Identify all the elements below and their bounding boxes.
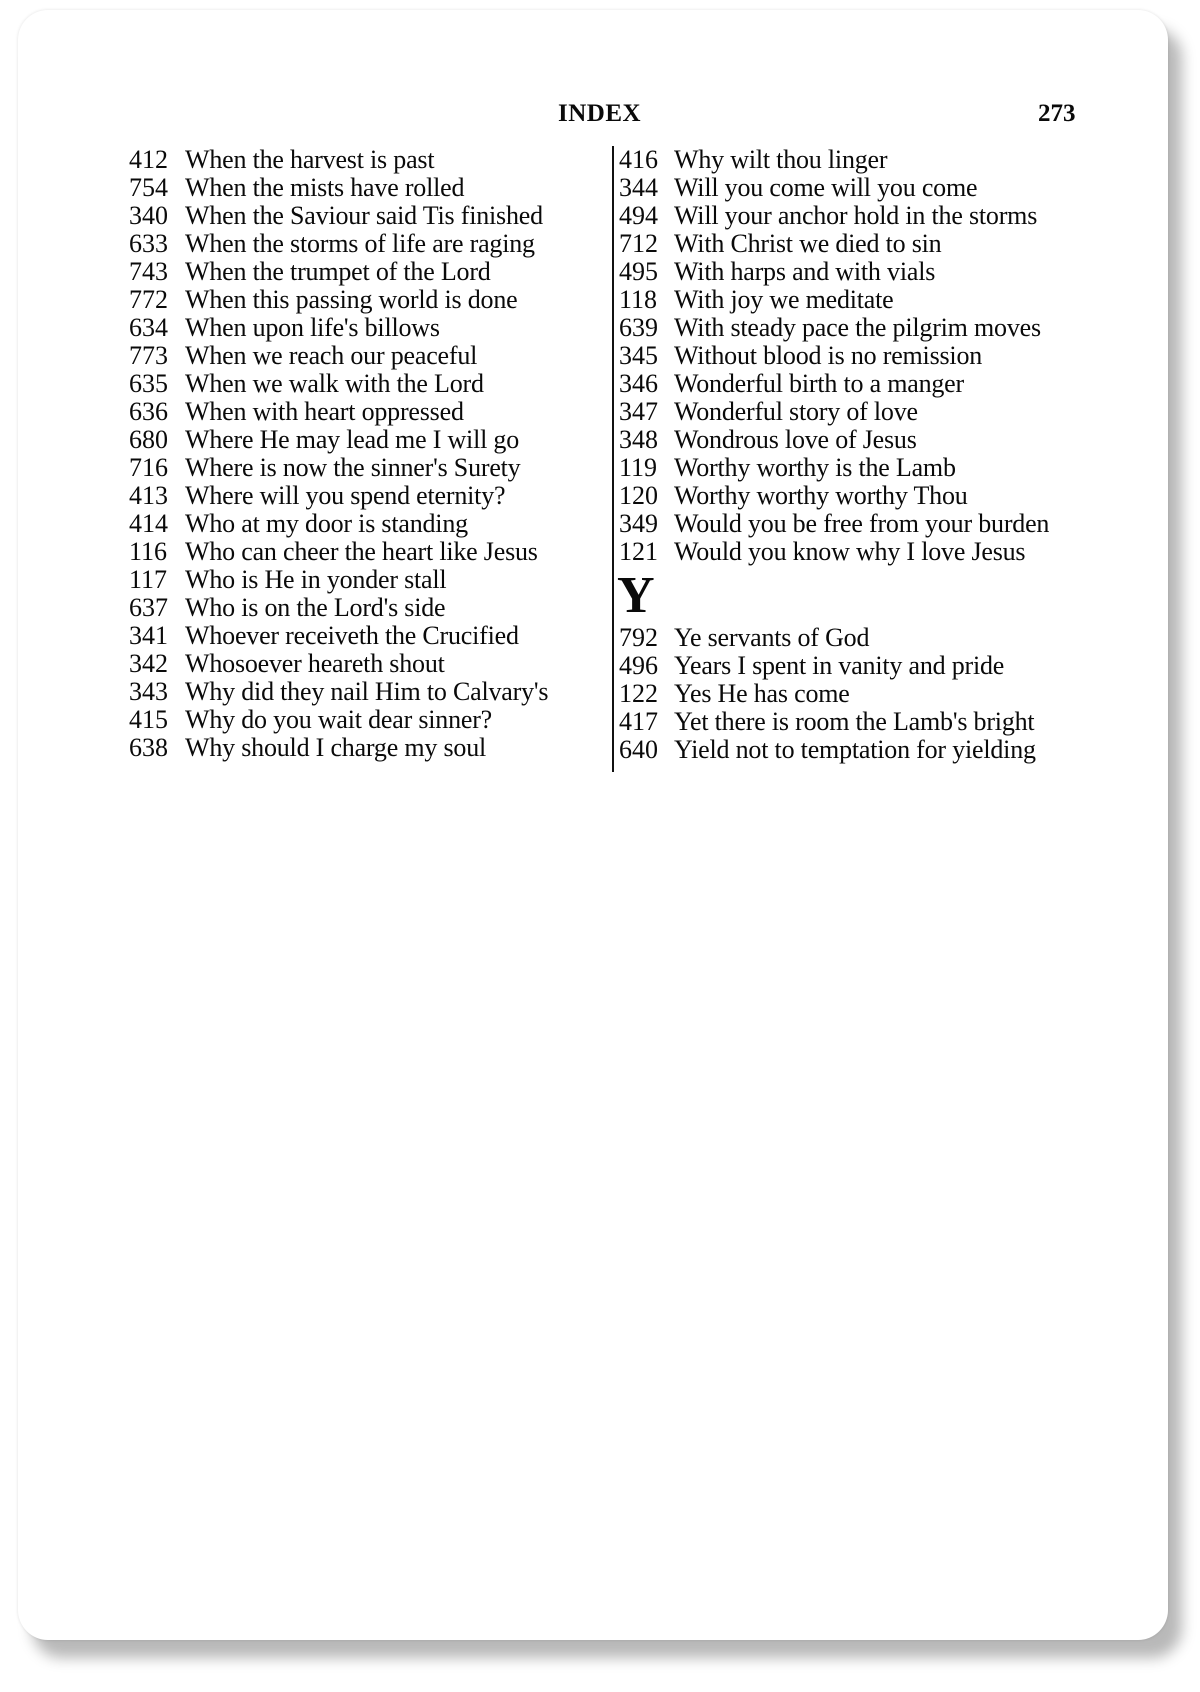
hymn-title: Why wilt thou linger [674, 145, 888, 174]
hymn-title: Why did they nail Him to Calvary's [185, 677, 549, 706]
index-entry [125, 342, 625, 370]
hymn-number: 118 [619, 285, 658, 314]
hymn-number: 638 [129, 733, 168, 762]
hymn-title: With harps and with vials [674, 257, 936, 286]
hymn-number: 119 [619, 453, 658, 482]
index-entry [125, 482, 625, 510]
hymn-title: When the harvest is past [185, 145, 435, 174]
index-entry [614, 482, 1104, 510]
index-entry [614, 398, 1104, 426]
hymn-title: Wondrous love of Jesus [674, 425, 917, 454]
index-entry [614, 258, 1104, 286]
hymn-number: 636 [129, 397, 168, 426]
hymn-title: Why should I charge my soul [185, 733, 487, 762]
hymn-number: 121 [619, 537, 658, 566]
hymn-number: 412 [129, 145, 168, 174]
index-entry [614, 174, 1104, 202]
hymn-number: 416 [619, 145, 658, 174]
hymn-title: Yes He has come [674, 679, 850, 708]
hymn-number: 346 [619, 369, 658, 398]
hymn-number: 772 [129, 285, 168, 314]
hymn-title: Yield not to temptation for yielding [674, 735, 1036, 764]
index-entry [125, 314, 625, 342]
index-entry [125, 622, 625, 650]
hymn-title: Will you come will you come [674, 173, 978, 202]
index-entry [125, 678, 625, 706]
hymn-number: 345 [619, 341, 658, 370]
index-entry [125, 174, 625, 202]
index-entry [125, 454, 625, 482]
hymn-title: Who at my door is standing [185, 509, 468, 538]
hymn-number: 494 [619, 201, 658, 230]
hymn-title: Who is on the Lord's side [185, 593, 446, 622]
hymn-title: When the storms of life are raging [185, 229, 535, 258]
hymn-title: With Christ we died to sin [674, 229, 942, 258]
hymn-title: When this passing world is done [185, 285, 518, 314]
hymn-number: 414 [129, 509, 168, 538]
hymn-number: 413 [129, 481, 168, 510]
index-entry [125, 202, 625, 230]
index-entry [614, 370, 1104, 398]
hymn-title: Where is now the sinner's Surety [185, 453, 521, 482]
hymn-number: 773 [129, 341, 168, 370]
hymn-title: Years I spent in vanity and pride [674, 651, 1005, 680]
page-card [18, 10, 1168, 1640]
hymn-title: With steady pace the pilgrim moves [674, 313, 1041, 342]
hymn-title: When we reach our peaceful [185, 341, 478, 370]
index-entry [125, 286, 625, 314]
hymn-number: 342 [129, 649, 168, 678]
hymn-title: With joy we meditate [674, 285, 894, 314]
index-entry [125, 734, 625, 762]
hymn-number: 341 [129, 621, 168, 650]
index-entry [125, 538, 625, 566]
hymn-title: Where will you spend eternity? [185, 481, 506, 510]
hymn-number: 122 [619, 679, 658, 708]
index-entry [614, 510, 1104, 538]
hymn-title: Whosoever heareth shout [185, 649, 445, 678]
index-entry [614, 680, 1104, 708]
hymn-number: 417 [619, 707, 658, 736]
left-index-column [125, 146, 625, 762]
hymn-number: 637 [129, 593, 168, 622]
hymn-title: Worthy worthy worthy Thou [674, 481, 968, 510]
index-entry [125, 650, 625, 678]
hymn-title: When the Saviour said Tis finished [185, 201, 543, 230]
hymn-title: Whoever receiveth the Crucified [185, 621, 519, 650]
hymn-number: 415 [129, 705, 168, 734]
index-entry [614, 146, 1104, 174]
hymn-number: 635 [129, 369, 168, 398]
hymn-number: 633 [129, 229, 168, 258]
hymn-title: Why do you wait dear sinner? [185, 705, 493, 734]
hymn-title: Wonderful story of love [674, 397, 918, 426]
hymn-title: Would you know why I love Jesus [674, 537, 1026, 566]
hymn-number: 495 [619, 257, 658, 286]
hymn-number: 792 [619, 623, 658, 652]
hymn-title: Ye servants of God [674, 623, 870, 652]
hymn-title: Who is He in yonder stall [185, 565, 447, 594]
hymn-title: Where He may lead me I will go [185, 425, 520, 454]
index-entry [125, 258, 625, 286]
index-entry [614, 286, 1104, 314]
hymn-title: Yet there is room the Lamb's bright [674, 707, 1035, 736]
hymn-title: Worthy worthy is the Lamb [674, 453, 956, 482]
hymn-title: When upon life's billows [185, 313, 440, 342]
index-entry [614, 652, 1104, 680]
index-entry [125, 146, 625, 174]
index-entry [614, 624, 1104, 652]
hymn-number: 349 [619, 509, 658, 538]
section-letter-heading: Y [617, 567, 655, 624]
index-entry [614, 230, 1104, 258]
index-entry [614, 342, 1104, 370]
index-entry [614, 708, 1104, 736]
hymn-number: 348 [619, 425, 658, 454]
hymn-number: 340 [129, 201, 168, 230]
hymn-title: Who can cheer the heart like Jesus [185, 537, 538, 566]
index-entry [614, 426, 1104, 454]
hymn-number: 634 [129, 313, 168, 342]
index-entry [125, 370, 625, 398]
hymn-number: 639 [619, 313, 658, 342]
hymn-number: 117 [129, 565, 168, 594]
hymn-number: 343 [129, 677, 168, 706]
hymn-title: When we walk with the Lord [185, 369, 484, 398]
index-entry [614, 736, 1104, 764]
index-entry [125, 510, 625, 538]
index-entry [125, 594, 625, 622]
hymn-title: Without blood is no remission [674, 341, 983, 370]
hymn-title: Will your anchor hold in the storms [674, 201, 1038, 230]
index-entry [125, 566, 625, 594]
hymn-number: 712 [619, 229, 658, 258]
hymn-title: When the mists have rolled [185, 173, 465, 202]
hymn-number: 496 [619, 651, 658, 680]
index-entry [125, 706, 625, 734]
hymn-title: When with heart oppressed [185, 397, 464, 426]
page-number: 273 [1038, 100, 1076, 127]
index-entry [614, 202, 1104, 230]
hymn-number: 680 [129, 425, 168, 454]
hymn-number: 347 [619, 397, 658, 426]
hymn-title: When the trumpet of the Lord [185, 257, 491, 286]
page-title: INDEX [558, 100, 642, 127]
hymn-number: 116 [129, 537, 168, 566]
hymn-number: 754 [129, 173, 168, 202]
index-entry [125, 398, 625, 426]
hymn-number: 743 [129, 257, 168, 286]
index-entry [125, 426, 625, 454]
index-entry [614, 454, 1104, 482]
hymn-number: 344 [619, 173, 658, 202]
index-entry [614, 314, 1104, 342]
index-page [18, 10, 1168, 1640]
hymn-number: 640 [619, 735, 658, 764]
index-entry [614, 538, 1104, 566]
hymn-title: Wonderful birth to a manger [674, 369, 964, 398]
right-index-column [614, 146, 1104, 764]
hymn-title: Would you be free from your burden [674, 509, 1050, 538]
index-entry [125, 230, 625, 258]
hymn-number: 120 [619, 481, 658, 510]
hymn-number: 716 [129, 453, 168, 482]
